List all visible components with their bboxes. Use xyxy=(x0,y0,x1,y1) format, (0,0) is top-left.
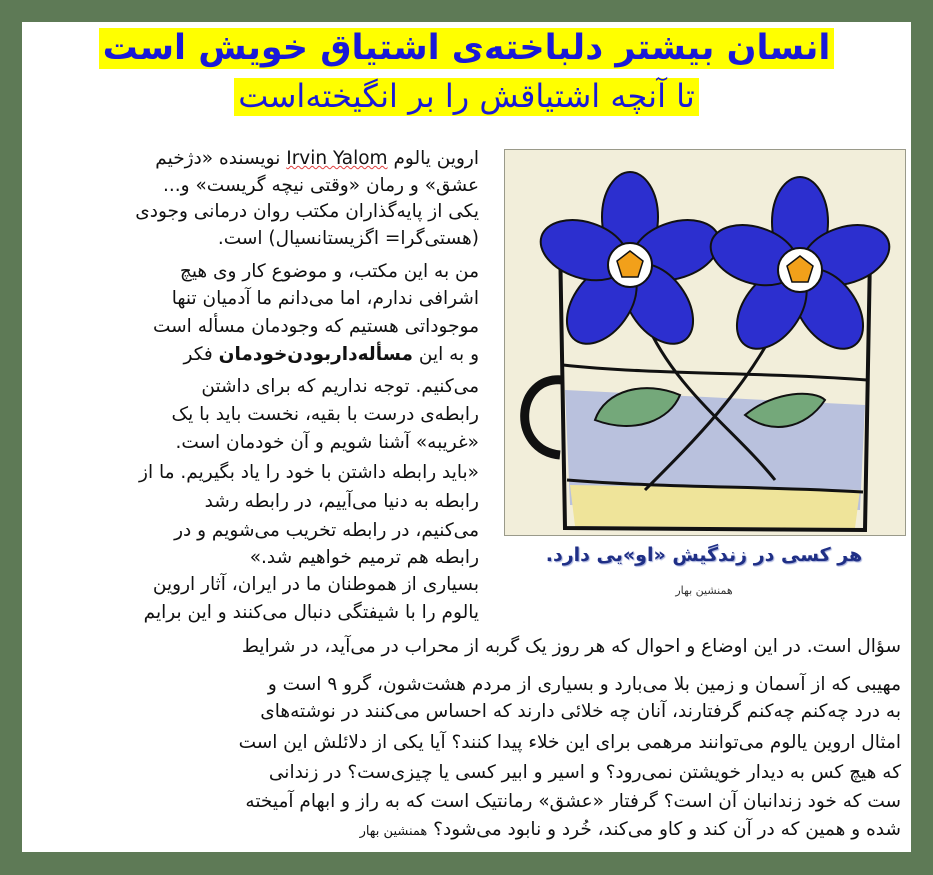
article-line: اروین یالوم Irvin Yalom نویسنده «دژخیم xyxy=(155,148,479,169)
article-line: من به این مکتب، و موضوع کار وی هیچ xyxy=(179,261,479,282)
article-line: رابطه‌ی درست با بقیه، نخست باید با یک xyxy=(171,404,479,425)
article-line: ست که خود زندانبان آن است؟ گرفتار «عشق» رمانتیک است که به راز و ابهام آمیخته xyxy=(245,791,901,812)
emphasis-phrase: مسأله‌داربودن‌خودمان xyxy=(218,344,413,365)
figure-caption: هر کسی در زندگیش «او»یی دارد. xyxy=(545,544,863,566)
article-line: «باید رابطه داشتن با خود را یاد بگیریم. ما از xyxy=(139,462,479,483)
article-line: امثال اروین یالوم می‌توانند مرهمی برای این خلاء پیدا کنند؟ آیا یکی از دلائلش این است xyxy=(238,732,901,753)
article-line: که هیچ کس به دیدار خویشتن نمی‌رود؟ و اسیر و ابیر کسی یا چیزی‌ست؟ در زندانی xyxy=(268,762,901,783)
flower-cup-painting xyxy=(504,149,906,536)
headline-line-1: انسان بیشتر دلباخته‌ی اشتیاق خویش است xyxy=(22,28,911,69)
article-line: (هستی‌گرا= اگزیستانسیال) است. xyxy=(217,228,479,249)
article-page xyxy=(22,22,911,852)
article-line: رابطه به دنیا می‌آییم، در رابطه رشد xyxy=(204,491,479,512)
article-line: بسیاری از هموطنان ما در ایران، آثار اروین xyxy=(152,574,479,595)
article-line: موجوداتی هستیم که وجودمان مسأله است xyxy=(153,316,479,337)
article-line: اشرافی ندارم، اما می‌دانم ما آدمیان تنها xyxy=(171,288,479,309)
article-line: یکی از پایه‌گذاران مکتب روان درمانی وجودی xyxy=(135,201,479,222)
article-line: و به این مسأله‌داربودن‌خودمان فکر xyxy=(183,344,479,365)
article-line: رابطه هم ترمیم خواهیم شد.» xyxy=(249,547,479,568)
article-line: می‌کنیم. توجه نداریم که برای داشتن xyxy=(201,376,479,397)
headline-line-2: تا آنچه اشتیاقش را بر انگیخته‌است xyxy=(22,78,911,116)
article-line: یالوم را با شیفتگی دنبال می‌کنند و این برایم xyxy=(143,602,479,623)
article-line: شده و همین که در آن کند و کاو می‌کند، خُرد و نابود می‌شود؟ همنشین بهار xyxy=(359,819,901,840)
signature: همنشین بهار xyxy=(359,824,428,839)
article-line: سؤال است. در این اوضاع و احوال که هر روز یک گربه از محراب در می‌آید، در شرایط xyxy=(241,636,901,657)
article-line: به درد چه‌کنم چه‌کنم گرفتارند، آنان چه خلائی دارند که احساس می‌کنند در نوشته‌های xyxy=(260,701,901,722)
article-line: عشق» و رمان «وقتی نیچه گریست» و... xyxy=(163,175,479,196)
article-line: می‌کنیم، در رابطه تخریب می‌شویم و در xyxy=(174,520,479,541)
author-name: Irvin Yalom xyxy=(286,148,388,169)
figure-credit: همنشین بهار xyxy=(675,584,733,597)
article-line: «غریبه» آشنا شویم و آن خودمان است. xyxy=(175,432,479,453)
article-line: مهیبی که از آسمان و زمین بلا می‌بارد و بسیاری از مردم هشت‌شون، گرو ۹ است و xyxy=(267,674,901,695)
